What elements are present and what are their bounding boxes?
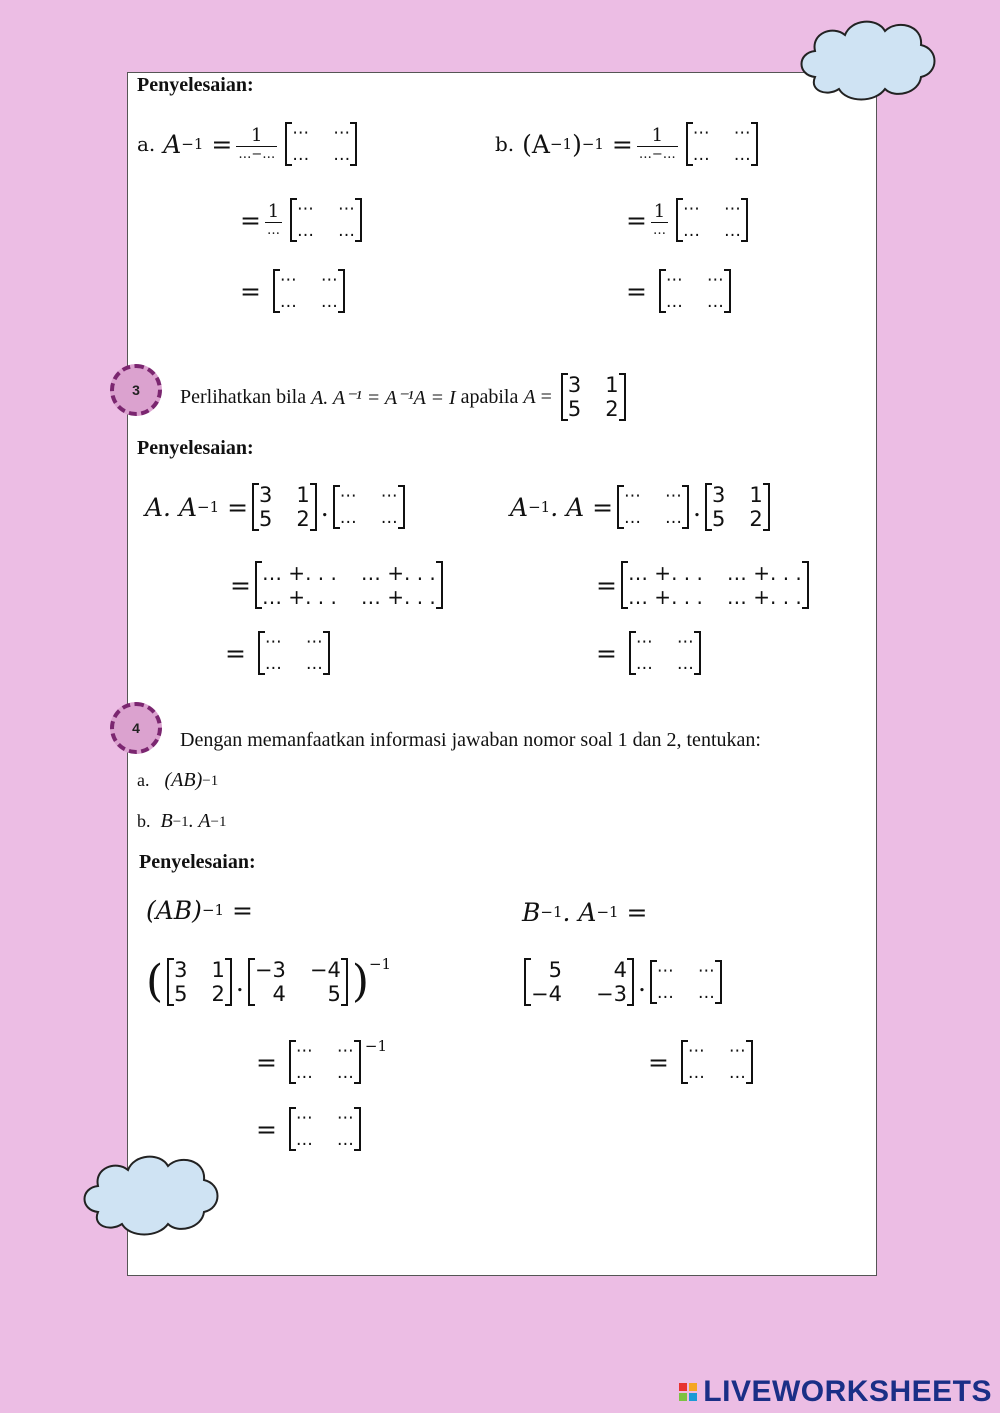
item-label: a. xyxy=(137,132,156,156)
q3-left-line-2: = … +. . . … +. . . … +. . . … +. . . xyxy=(230,556,447,614)
logo-square xyxy=(689,1383,697,1391)
q4-left-line-2: = ⋯ ⋯ … … $^{-1}$ xyxy=(256,1037,388,1083)
q4-item-a: a. (AB) −1 xyxy=(137,769,219,791)
blank-matrix: ⋯ ⋯ … … xyxy=(289,1040,361,1084)
matrix-a: 3 1 5 2 xyxy=(252,483,317,531)
blank-matrix: ⋯ ⋯ … … xyxy=(258,631,330,675)
blank-matrix: ⋯ ⋯ … … xyxy=(273,269,345,313)
question-number-badge: 3 xyxy=(110,364,162,416)
blank-matrix: ⋯ ⋯ … … xyxy=(681,1040,753,1084)
q4-item-b: b. B −1 . A −1 xyxy=(137,810,227,832)
q2a-line-1: a. A −1 = $\frac{1}{\dots-\dots}$ ⋯ ⋯ … … xyxy=(137,116,361,172)
blank-matrix: ⋯ ⋯ … … xyxy=(333,485,405,529)
matrix-b-inverse: 5 4 −4 −3 xyxy=(524,958,634,1006)
brand-text: LIVEWORKSHEETS xyxy=(703,1375,992,1408)
q3-left-line-1: A. A −1 = 3 1 5 2 . ⋯ ⋯ … … xyxy=(145,478,409,536)
q2b-line-2: = $\frac{1}{\dots}$ ⋯ ⋯ … … xyxy=(626,192,752,248)
q2b-line-1: b. (A −1 ) −1 = $\frac{1}{\dots-\dots}$ ⋯ ⋯ … … xyxy=(495,116,762,172)
liveworksheets-logo-icon xyxy=(679,1383,697,1401)
fraction: $\frac{1}{\dots}$ xyxy=(652,200,666,238)
q4-left-lhs: (AB) −1 = xyxy=(146,895,253,925)
blank-matrix: ⋯ ⋯ … … xyxy=(659,269,731,313)
liveworksheets-brand xyxy=(679,1375,992,1409)
q3-right-line-3: = ⋯ ⋯ … … xyxy=(596,628,705,678)
matrix-a: 3 1 5 2 xyxy=(705,483,770,531)
q2b-line-3: = ⋯ ⋯ … … xyxy=(626,266,735,316)
item-label: b. xyxy=(495,132,515,156)
section-heading: Penyelesaian: xyxy=(139,851,256,873)
sum-matrix: … +. . . … +. . . … +. . . … +. . . xyxy=(621,561,809,609)
blank-matrix: ⋯ ⋯ … … xyxy=(676,198,748,242)
fraction: $\frac{1}{\dots}$ xyxy=(266,200,280,238)
q2a-line-2: = $\frac{1}{\dots}$ ⋯ ⋯ … … xyxy=(240,192,366,248)
sum-matrix: … +. . . … +. . . … +. . . … +. . . xyxy=(255,561,443,609)
question-number-badge: 4 xyxy=(110,702,162,754)
q3-right-line-2: = … +. . . … +. . . … +. . . … +. . . xyxy=(596,556,813,614)
q4-right-line-1: 5 4 −4 −3 . ⋯ ⋯ … … xyxy=(520,950,726,1014)
logo-square xyxy=(679,1383,687,1391)
q4-left-line-1: ( 3 1 5 2 . −3 −4 4 5 ) $^{-1}$ xyxy=(146,955,392,1007)
fraction: $\frac{1}{\dots-\dots}$ xyxy=(638,124,676,162)
matrix-b: −3 −4 4 5 xyxy=(248,958,348,1006)
prompt-equation: A. A⁻¹ = A⁻¹A = I xyxy=(311,386,456,409)
blank-matrix: ⋯ ⋯ … … xyxy=(686,122,758,166)
blank-matrix: ⋯ ⋯ … … xyxy=(289,1107,361,1151)
cloud-decoration-top-icon xyxy=(795,15,940,105)
q4-prompt: Dengan memanfaatkan informasi jawaban nomor soal 1 dan 2, tentukan: xyxy=(180,729,761,751)
q3-right-line-1: A −1 . A = ⋯ ⋯ … … . 3 1 5 2 xyxy=(510,478,774,536)
logo-square xyxy=(689,1393,697,1401)
blank-matrix: ⋯ ⋯ … … xyxy=(650,960,722,1004)
fraction: $\frac{1}{\dots-\dots}$ xyxy=(238,124,276,162)
cloud-decoration-bottom-icon xyxy=(78,1150,223,1242)
blank-matrix: ⋯ ⋯ … … xyxy=(290,198,362,242)
logo-square xyxy=(679,1393,687,1401)
q3-prompt: Perlihatkan bila A. A⁻¹ = A⁻¹A = I apabila A = 3 1 5 2 xyxy=(180,370,630,424)
matrix-a: 3 1 5 2 xyxy=(167,958,232,1006)
q4-right-line-2: = ⋯ ⋯ … … xyxy=(648,1036,757,1088)
blank-matrix: ⋯ ⋯ … … xyxy=(617,485,689,529)
q4-left-line-3: = ⋯ ⋯ … … xyxy=(256,1104,365,1154)
blank-matrix: ⋯ ⋯ … … xyxy=(285,122,357,166)
q3-left-line-3: = ⋯ ⋯ … … xyxy=(225,628,334,678)
q2a-line-3: = ⋯ ⋯ … … xyxy=(240,266,349,316)
section-heading: Penyelesaian: xyxy=(137,74,254,96)
blank-matrix: ⋯ ⋯ … … xyxy=(629,631,701,675)
q4-right-lhs: B −1 . A −1 = xyxy=(522,897,648,927)
matrix-a: 3 1 5 2 xyxy=(561,373,626,421)
section-heading: Penyelesaian: xyxy=(137,437,254,459)
